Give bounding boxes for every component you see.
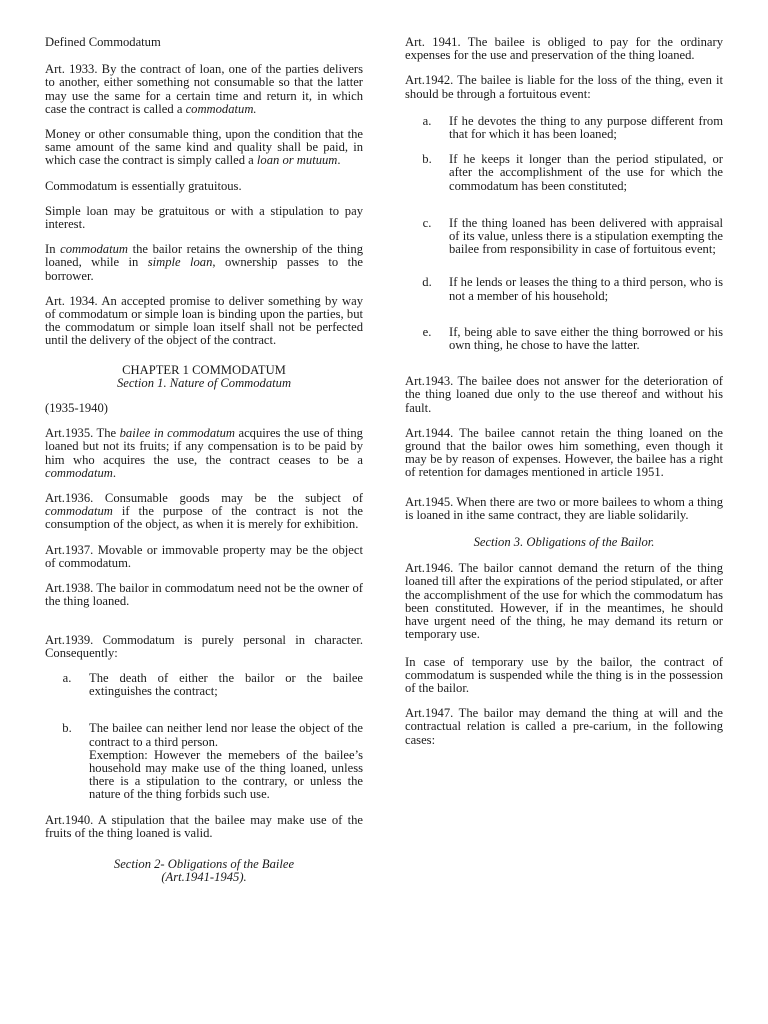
list-item-c — [405, 217, 723, 257]
left-column — [45, 36, 363, 884]
gratuitous-paragraph: Commodatum is essentially gratuitous. — [45, 178, 242, 193]
art-1937: Art.1937. Movable or immovable property may be the object of commodatum. — [45, 542, 363, 570]
art-1933-text: Art. 1933. By the contract of loan, one of the parties delivers to another, either something not consumable so that the latter may use the same for a certain time and return it, in which case the contract is called a — [45, 62, 363, 116]
temporary-use-paragraph: In case of temporary use by the bailor, the contract of commodatum is suspended while the thing is in the possession of the bailor. — [405, 654, 723, 695]
list-marker: a. — [422, 113, 432, 128]
list-marker: a. — [62, 670, 72, 685]
art-1936-term: commodatum — [45, 504, 113, 519]
art-1941: Art. 1941. The bailee is obliged to pay for the ordinary expenses for the use and preservation of the thing loaned. — [405, 35, 723, 63]
art-1933-term: commodatum. — [185, 101, 257, 116]
ownership-term-1: commodatum — [60, 242, 128, 257]
list-marker: c. — [422, 215, 432, 230]
art-1935-term-2: commodatum — [45, 465, 113, 480]
section-2-range: (Art.1941-1945). — [161, 870, 247, 885]
list-item-d — [405, 276, 723, 302]
heading-defined-commodatum: Defined Commodatum — [45, 35, 161, 49]
art-1936 — [45, 492, 363, 532]
art-1945: Art.1945. When there are two or more bailees to whom a thing is loaned in ithe same contract, they are liable solidarily. — [405, 494, 723, 522]
ownership-paragraph — [45, 243, 363, 283]
list-marker: d. — [422, 275, 432, 290]
ownership-term-2: simple loan — [147, 255, 213, 270]
section-1-heading — [45, 377, 363, 390]
money-text: Money or other consumable thing, upon the condition that the same amount of the same kind and quality shall be paid, in which case the contract is simply called a — [45, 127, 363, 168]
art-1935-text-a: Art.1935. The — [45, 426, 120, 441]
art-1946: Art.1946. The bailor cannot demand the return of the thing loaned till after the expirations of the period stipulated, or after the accomplishment of the use for which the commodatum has been constituted. However, if in the meantimes, he should have urgent need of the thing, he may demand its return or temporary use. — [405, 561, 723, 642]
art-1943: Art.1943. The bailee does not answer for the deterioration of the thing loaned due only to the use thereof and without his fault. — [405, 374, 723, 415]
section-3-heading — [405, 536, 723, 549]
art-1935-text-b: acquires the use of thing loaned but not its fruits; if any compensation is to be paid by him who acquires the use, the contract ceases to be a — [45, 426, 363, 467]
art-1936-text-b: if the purpose of the contract is not the consumption of the object, as when it is merely for exhibition. — [45, 504, 363, 532]
list-marker: e. — [422, 324, 432, 339]
chapter-title: CHAPTER 1 COMMODATUM — [122, 362, 286, 377]
section-2-title: Section 2- Obligations of the Bailee — [113, 856, 295, 871]
art-1935 — [45, 427, 363, 480]
list-item-text: If he keeps it longer than the period stipulated, or after the accomplishment of the use for which the commodatum has been constituted; — [449, 152, 723, 193]
art-1938: Art.1938. The bailor in commodatum need not be the owner of the thing loaned. — [45, 581, 363, 609]
ownership-text-b: the bailor retains the ownership of the thing loaned, while in — [45, 242, 363, 270]
art-1947: Art.1947. The bailor may demand the thing at will and the contractual relation is called a pre-carium, in the following cases: — [405, 706, 723, 747]
list-item-a — [405, 115, 723, 141]
art-1944: Art.1944. The bailee cannot retain the thing loaned on the ground that the bailor owes him something, even though it may be by reason of expenses. However, the bailee has a right of retention for damages mentioned in article 1951. — [405, 425, 723, 480]
art-1940: Art.1940. A stipulation that the bailee may make use of the fruits of the thing loaned is valid. — [45, 812, 363, 840]
list-item-text: The bailee can neither lend nor lease the object of the contract to a third person. — [89, 721, 363, 749]
money-paragraph — [45, 128, 363, 168]
list-item-text: If, being able to save either the thing borrowed or his own thing, he chose to have the latter. — [449, 324, 723, 353]
art-1933 — [45, 63, 363, 116]
section-1-title: Section 1. Nature of Commodatum — [116, 375, 292, 390]
list-item-text: If he lends or leases the thing to a third person, who is not a member of his household; — [449, 275, 723, 303]
list-item-b — [45, 722, 363, 801]
ownership-text-c: , ownership passes to the borrower. — [45, 255, 363, 283]
art-1936-text-a: Art.1936. Consumable goods may be the subject of — [45, 491, 363, 506]
money-term: loan or mutuum — [256, 153, 338, 168]
list-item-text: The death of either the bailor or the bailee extinguishes the contract; — [89, 670, 363, 699]
ownership-text-a: In — [45, 242, 61, 257]
section-3-title: Section 3. Obligations of the Bailor. — [473, 535, 655, 550]
art-1939: Art.1939. Commodatum is purely personal in character. Consequently: — [45, 632, 363, 660]
simple-loan-paragraph: Simple loan may be gratuitous or with a stipulation to pay interest. — [45, 203, 363, 232]
art-1942: Art.1942. The bailee is liable for the loss of the thing, even it should be through a fortuitous event: — [405, 73, 723, 101]
exemption-text: Exemption: However the memebers of the bailee’s household may make use of the thing loaned, unless there is a stipulation to the contrary, or unless the nature of the thing forbids such use. — [89, 747, 363, 802]
list-item-b — [405, 153, 723, 193]
list-item-text: If the thing loaned has been delivered with appraisal of its value, unless there is a stipulation exempting the bailee from responsibility in case of fortuitous event; — [449, 215, 723, 257]
list-item-text: If he devotes the thing to any purpose different from that for which it has been loaned; — [449, 113, 723, 142]
section-2-heading — [45, 858, 363, 884]
art-1935-text-c: . — [112, 465, 117, 480]
list-marker: b. — [422, 152, 432, 167]
list-item-a — [45, 672, 363, 698]
art-1934: Art. 1934. An accepted promise to deliver something by way of commodatum or simple loan is binding upon the parties, but the commodatum or simple loan itself shall not be perfected until the delivery of the object of the contract. — [45, 293, 363, 348]
right-column — [405, 36, 723, 759]
list-marker: b. — [62, 721, 72, 736]
money-end: . — [337, 153, 341, 168]
art-1935-term-1: bailee in commodatum — [119, 426, 236, 441]
list-item-e — [405, 326, 723, 352]
article-range: (1935-1940) — [45, 401, 108, 416]
list-item-body — [89, 722, 363, 801]
